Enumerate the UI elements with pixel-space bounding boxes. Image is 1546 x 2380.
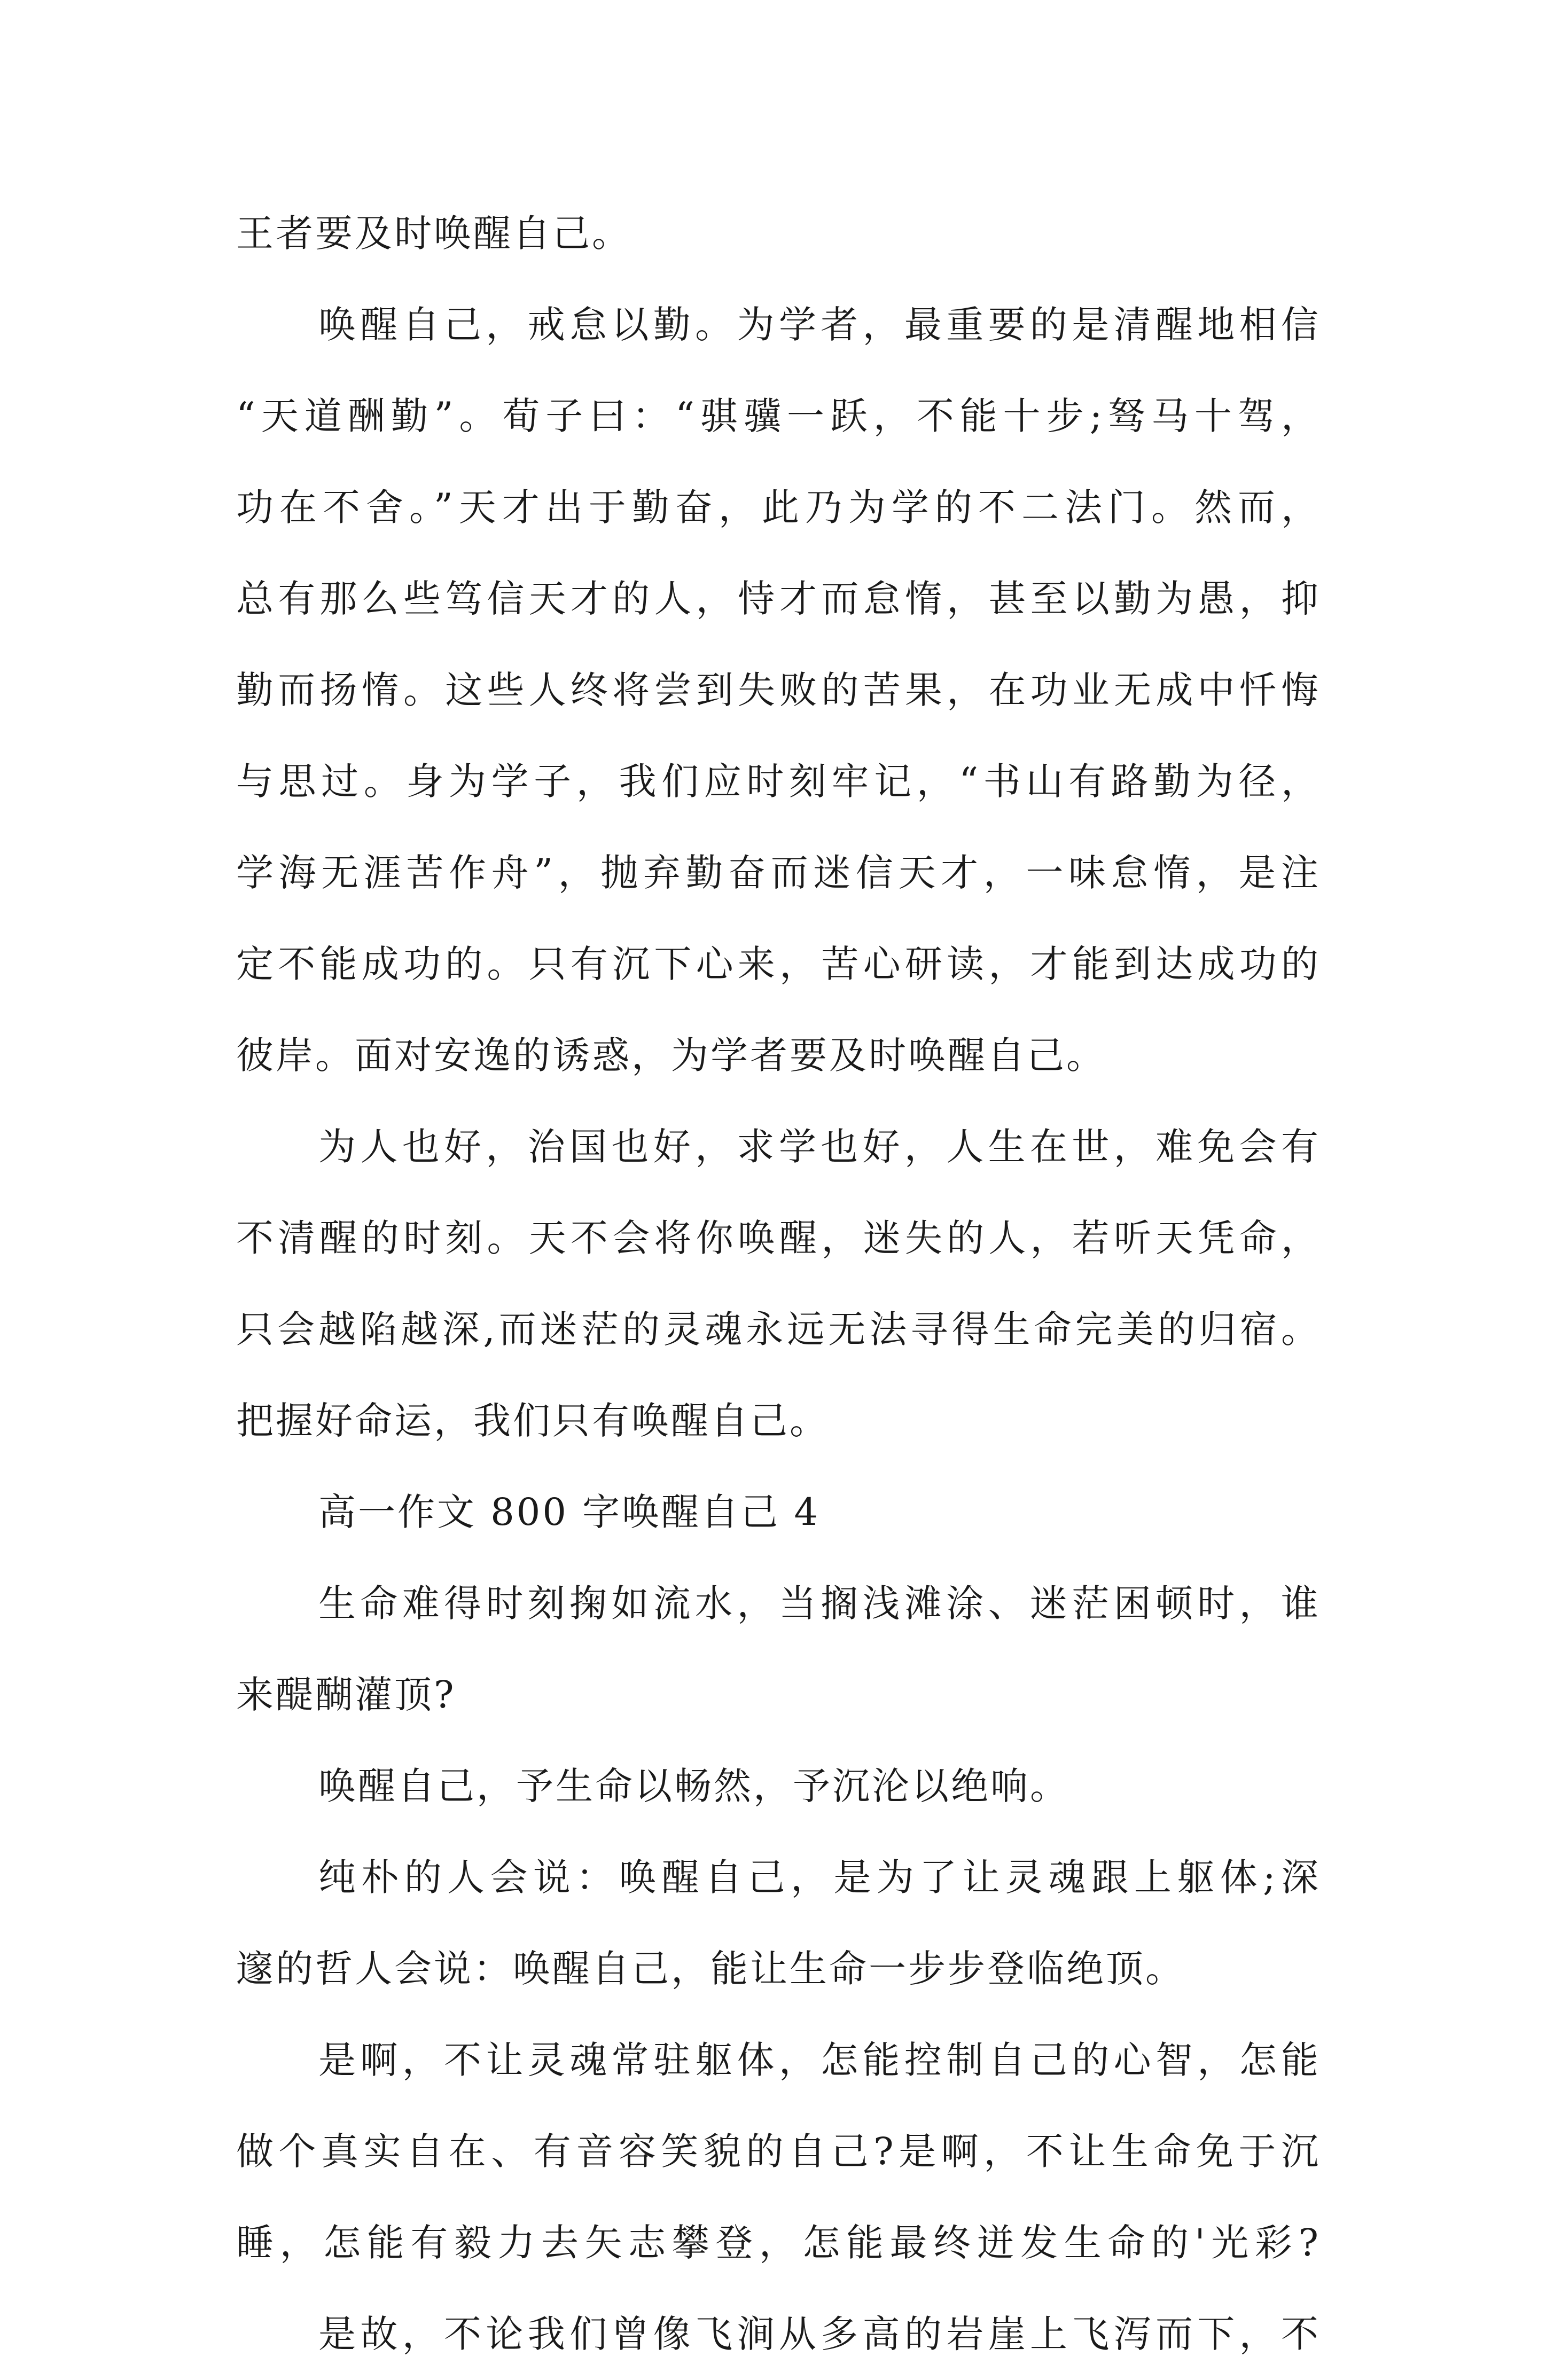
paragraph-line: 为人也好，治国也好，求学也好，人生在世，难免会有 [318,1125,1321,1169]
paragraph-line: 是啊，不让灵魂常驻躯体，怎能控制自己的心智，怎能 [318,2038,1321,2082]
paragraph-line: 彼岸。面对安逸的诱惑，为学者要及时唤醒自己。 [236,1034,1106,1077]
paragraph-line: 睡，怎能有毅力去矢志攀登，怎能最终迸发生命的'光彩? [236,2221,1321,2265]
paragraph-line: 生命难得时刻掬如流水，当搁浅滩涂、迷茫困顿时，谁 [318,1582,1321,1625]
paragraph-line: 勤而扬惰。这些人终将尝到失败的苦果，在功业无成中忏悔 [236,668,1321,712]
paragraph-line: 定不能成功的。只有沉下心来，苦心研读，才能到达成功的 [236,942,1321,986]
paragraph-line: 做个真实自在、有音容笑貌的自己?是啊，不让生命免于沉 [236,2130,1321,2173]
paragraph-line: 唤醒自己，予生命以畅然，予沉沦以绝响。 [318,1764,1069,1808]
paragraph-line: “天道酬勤”。荀子曰：“骐骥一跃，不能十步;驽马十驾， [236,394,1321,438]
paragraph-line: 王者要及时唤醒自己。 [236,212,631,255]
paragraph-line: 来醍醐灌顶? [236,1673,456,1717]
paragraph-line: 学海无涯苦作舟”，抛弃勤奋而迷信天才，一味怠惰，是注 [236,851,1321,895]
paragraph-line: 唤醒自己，戒怠以勤。为学者，最重要的是清醒地相信 [318,303,1321,347]
paragraph-line: 与思过。身为学子，我们应时刻牢记，“书山有路勤为径， [236,760,1321,803]
paragraph-line: 把握好命运，我们只有唤醒自己。 [236,1399,829,1443]
paragraph-line: 不清醒的时刻。天不会将你唤醒，迷失的人，若听天凭命， [236,1216,1321,1260]
paragraph-line: 总有那么些笃信天才的人，恃才而怠惰，甚至以勤为愚，抑 [236,577,1321,621]
section-heading: 高一作文 800 字唤醒自己 4 [318,1490,820,1534]
paragraph-line: 邃的哲人会说：唤醒自己，能让生命一步步登临绝顶。 [236,1947,1185,1991]
paragraph-line: 只会越陷越深,而迷茫的灵魂永远无法寻得生命完美的归宿。 [236,1308,1321,1351]
paragraph-line: 纯朴的人会说：唤醒自己，是为了让灵魂跟上躯体;深 [318,1856,1321,1899]
paragraph-line: 是故，不论我们曾像飞涧从多高的岩崖上飞泻而下，不 [318,2312,1321,2356]
paragraph-line: 功在不舍。”天才出于勤奋，此乃为学的不二法门。然而， [236,486,1321,529]
document-body [236,188,1321,2380]
